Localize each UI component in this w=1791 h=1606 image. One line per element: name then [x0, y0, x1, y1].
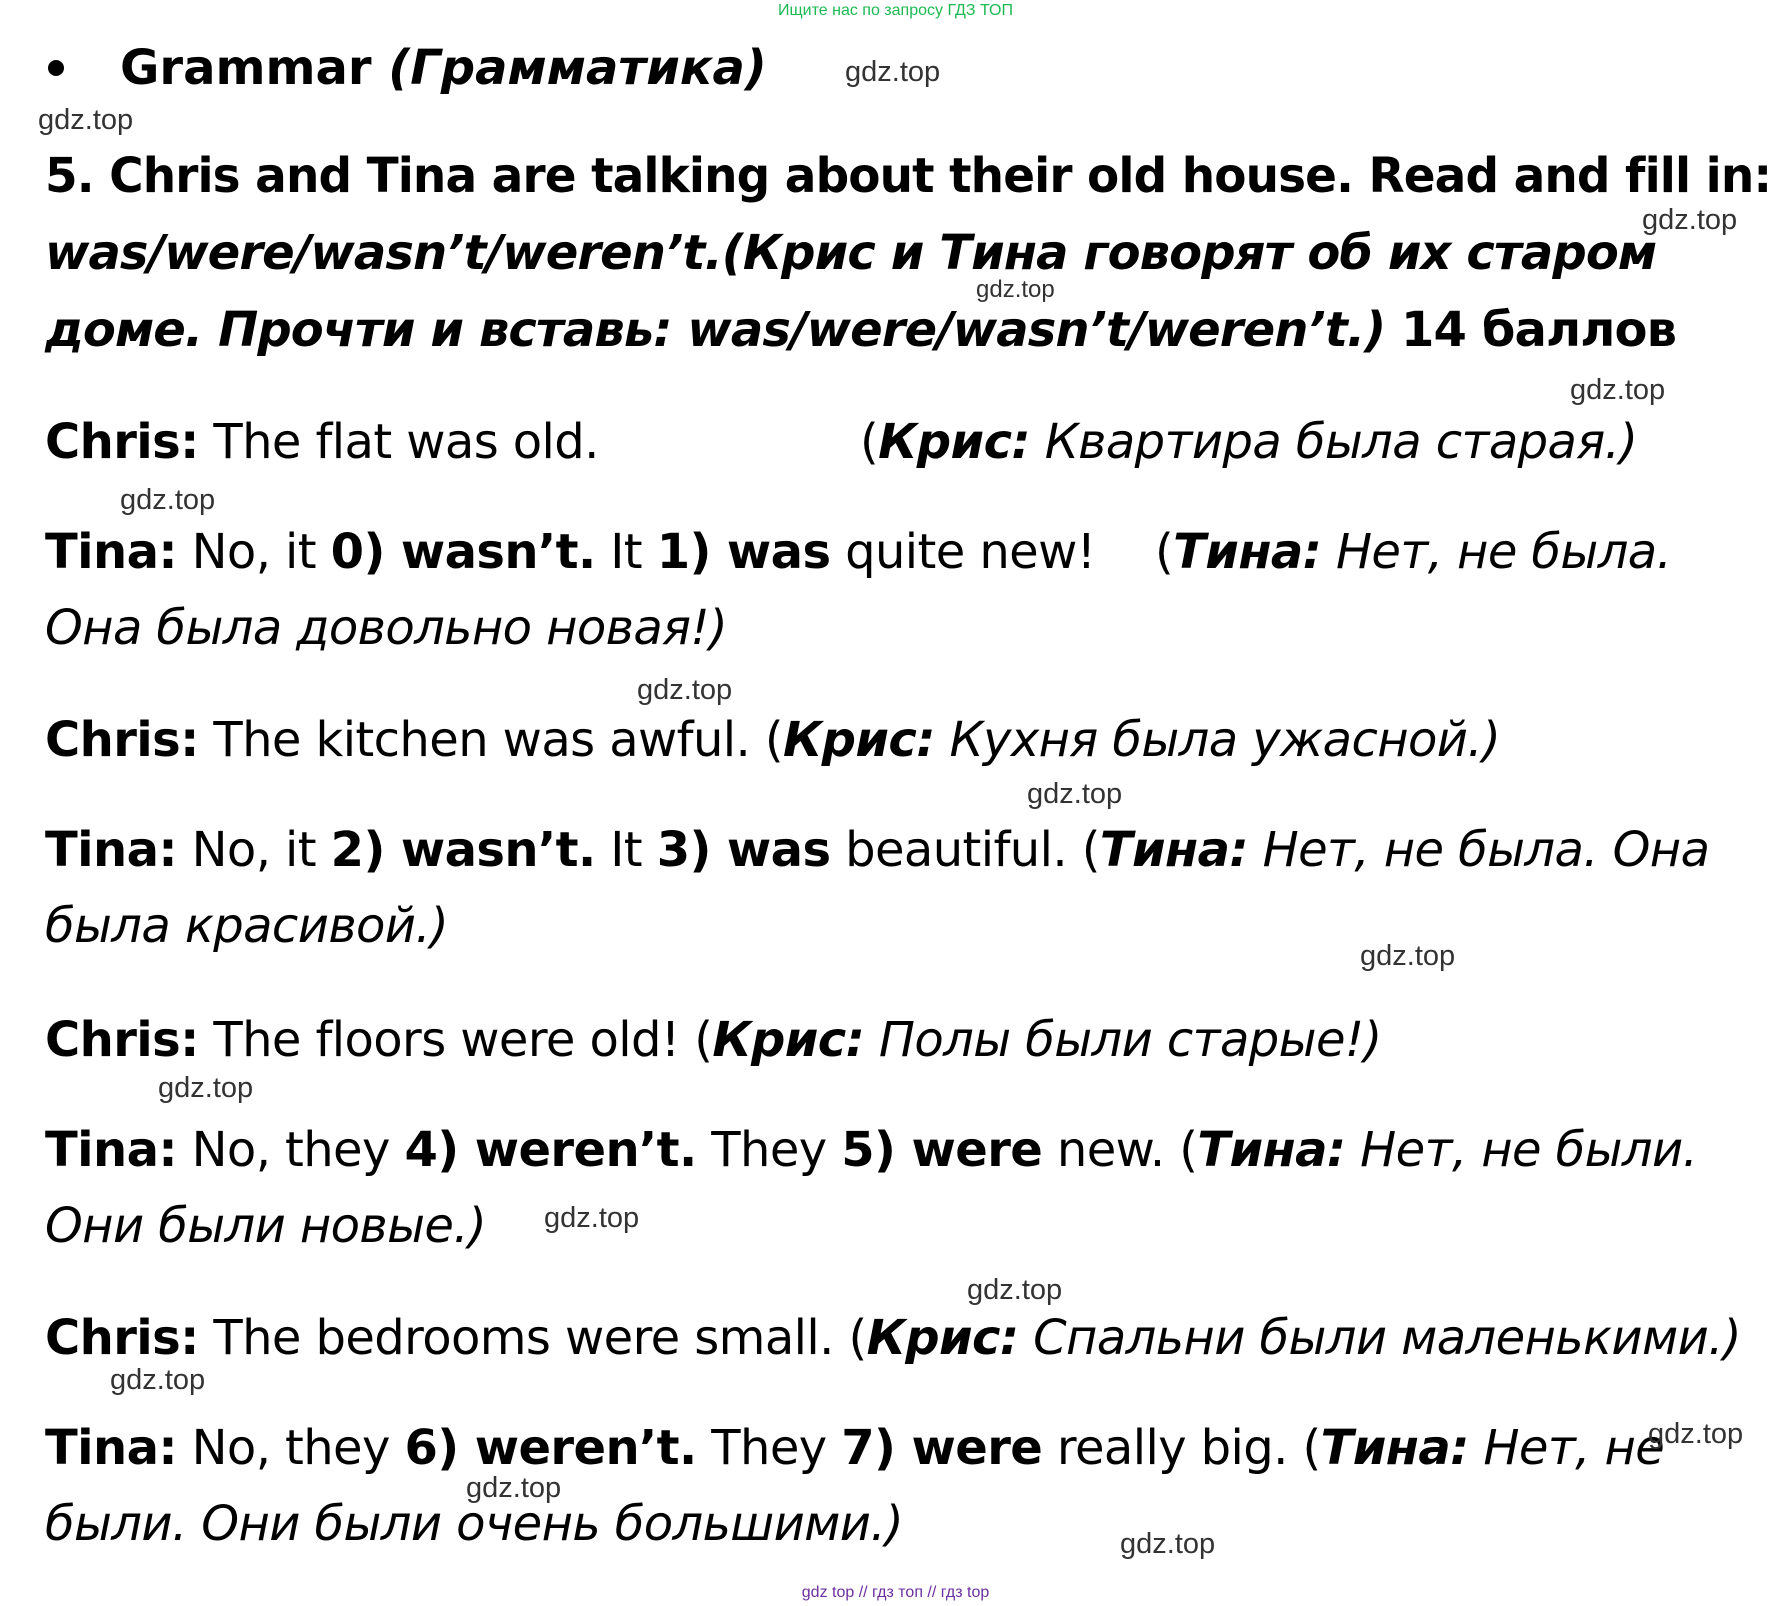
translation-open: ( — [1179, 1122, 1198, 1178]
task-line-3-italic: доме. Прочти и вставь: was/were/wasn’t/weren’t.) — [45, 302, 1386, 358]
line-text: They — [696, 1122, 842, 1178]
dialogue-line-tina-2 — [45, 822, 1709, 878]
bullet-icon — [48, 60, 64, 76]
task-points: 14 баллов — [1385, 302, 1677, 358]
line-text: The flat was old. — [198, 414, 599, 470]
task-line-2: was/were/wasn’t/weren’t.(Крис и Тина говорят об их старом — [45, 225, 1657, 281]
translation-open: ( — [1302, 1420, 1321, 1476]
line-text: The floors were old! — [198, 1012, 695, 1068]
translation-text: Нет, не была. — [1321, 524, 1672, 580]
line-text: new. — [1042, 1122, 1180, 1178]
task-line-1: 5. Chris and Tina are talking about their old house. Read and fill in: — [45, 148, 1772, 204]
watermark: gdz.top — [967, 1274, 1063, 1306]
watermark: gdz.top — [845, 56, 941, 88]
dialogue-line-tina-3 — [45, 1122, 1697, 1178]
line-text: really big. — [1042, 1420, 1303, 1476]
search-banner: Ищите нас по запросу ГДЗ ТОП — [778, 2, 1013, 19]
watermark: gdz.top — [110, 1364, 206, 1396]
dialogue-line-chris-4 — [45, 1310, 1741, 1366]
translation-tina-1 — [1155, 524, 1671, 580]
translation-text: Спальни были маленькими.) — [1018, 1310, 1741, 1366]
watermark: gdz.top — [158, 1072, 254, 1104]
line-text: It — [595, 822, 657, 878]
translation-text: Полы были старые!) — [864, 1012, 1382, 1068]
watermark: gdz.top — [1648, 1418, 1744, 1450]
line-text: No, it — [176, 822, 331, 878]
dialogue-line-chris-3 — [45, 1012, 1382, 1068]
speaker-label: Tina: — [45, 1420, 177, 1476]
watermark: gdz.top — [1120, 1528, 1216, 1560]
watermark: gdz.top — [1642, 204, 1738, 236]
line-text: They — [696, 1420, 842, 1476]
heading-translation: (Грамматика) — [388, 40, 767, 96]
translation-speaker: Тина: — [1197, 1122, 1346, 1178]
translation-open: ( — [860, 414, 879, 470]
translation-speaker: Крис: — [878, 414, 1031, 470]
translation-chris-1 — [860, 414, 1637, 470]
watermark: gdz.top — [544, 1202, 640, 1234]
translation-speaker: Тина: — [1173, 524, 1322, 580]
line-text: No, they — [176, 1122, 405, 1178]
footer-links: gdz top // гдз топ // гдз top — [801, 1584, 990, 1601]
watermark: gdz.top — [120, 484, 216, 516]
speaker-label: Tina: — [45, 524, 177, 580]
answer-1: 1) was — [656, 524, 831, 580]
speaker-label: Chris: — [45, 712, 199, 768]
translation-speaker: Крис: — [783, 712, 935, 768]
line-text: The bedrooms were small. — [198, 1310, 849, 1366]
translation-speaker: Крис: — [866, 1310, 1019, 1366]
line-text: It — [595, 524, 657, 580]
section-heading — [120, 40, 767, 96]
dialogue-line-chris-2 — [45, 712, 1500, 768]
line-text: No, they — [176, 1420, 405, 1476]
translation-open: ( — [764, 712, 783, 768]
dialogue-line-chris-1 — [45, 414, 599, 470]
line-text: No, it — [176, 524, 331, 580]
speaker-label: Chris: — [45, 414, 199, 470]
translation-open: ( — [1155, 524, 1174, 580]
task-line-3 — [45, 302, 1676, 358]
speaker-label: Tina: — [45, 1122, 177, 1178]
watermark: gdz.top — [1360, 940, 1456, 972]
translation-tina-2-cont: была красивой.) — [45, 898, 449, 954]
line-text: The kitchen was awful. — [198, 712, 765, 768]
answer-5: 5) were — [841, 1122, 1043, 1178]
watermark: gdz.top — [976, 276, 1055, 303]
translation-tina-4-cont: были. Они были очень большими.) — [45, 1496, 904, 1552]
line-text: beautiful. — [830, 822, 1082, 878]
watermark: gdz.top — [38, 104, 134, 136]
translation-text: Кухня была ужасной.) — [934, 712, 1501, 768]
translation-speaker: Крис: — [712, 1012, 865, 1068]
speaker-label: Chris: — [45, 1310, 199, 1366]
answer-7: 7) were — [841, 1420, 1043, 1476]
answer-0: 0) wasn’t. — [330, 524, 596, 580]
line-text: quite new! — [830, 524, 1096, 580]
translation-text: Квартира была старая.) — [1030, 414, 1638, 470]
translation-text: Нет, не были. — [1345, 1122, 1698, 1178]
answer-4: 4) weren’t. — [404, 1122, 697, 1178]
answer-6: 6) weren’t. — [404, 1420, 697, 1476]
translation-open: ( — [694, 1012, 713, 1068]
translation-text: Нет, не — [1468, 1420, 1665, 1476]
translation-open: ( — [1081, 822, 1100, 878]
watermark: gdz.top — [1027, 778, 1123, 810]
translation-tina-3-cont: Они были новые.) — [45, 1198, 487, 1254]
speaker-label: Chris: — [45, 1012, 199, 1068]
watermark: gdz.top — [637, 674, 733, 706]
translation-text: Нет, не была. Она — [1247, 822, 1710, 878]
answer-3: 3) was — [656, 822, 831, 878]
translation-tina-1-cont: Она была довольно новая!) — [45, 600, 728, 656]
answer-2: 2) wasn’t. — [330, 822, 596, 878]
watermark: gdz.top — [1570, 374, 1666, 406]
translation-speaker: Тина: — [1099, 822, 1248, 878]
speaker-label: Tina: — [45, 822, 177, 878]
watermark: gdz.top — [466, 1472, 562, 1504]
dialogue-line-tina-1 — [45, 524, 1095, 580]
translation-speaker: Тина: — [1320, 1420, 1469, 1476]
dialogue-line-tina-4 — [45, 1420, 1664, 1476]
heading-title: Grammar — [120, 40, 372, 96]
translation-open: ( — [848, 1310, 867, 1366]
